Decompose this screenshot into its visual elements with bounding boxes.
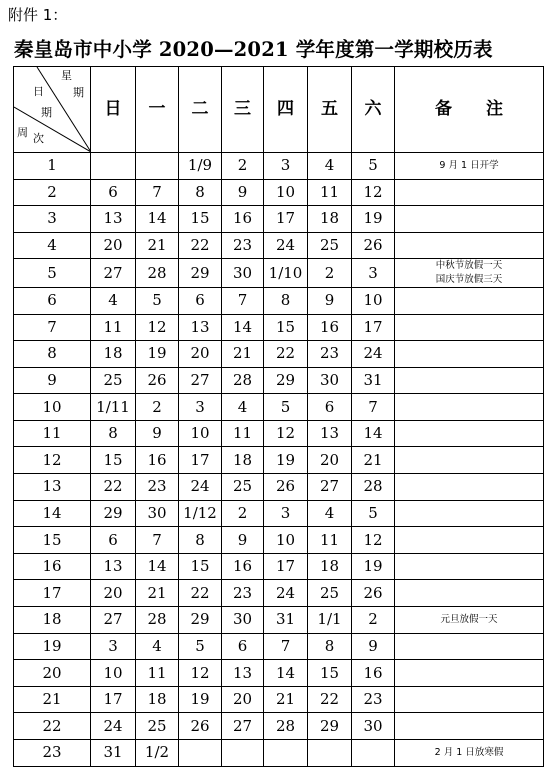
table-row bbox=[14, 232, 544, 259]
school-calendar-table bbox=[13, 66, 544, 767]
date-cell: 7 bbox=[136, 527, 179, 554]
date-cell: 29 bbox=[179, 259, 222, 288]
table-row bbox=[14, 287, 544, 314]
date-cell: 9 bbox=[352, 633, 395, 660]
date-cell: 18 bbox=[222, 447, 264, 474]
date-cell: 22 bbox=[264, 341, 308, 368]
corner-label-zhou: 周 bbox=[17, 126, 28, 139]
note-line: 中秋节放假一天 bbox=[435, 260, 503, 272]
week-number-cell: 14 bbox=[14, 500, 91, 527]
date-cell: 18 bbox=[308, 553, 352, 580]
date-cell: 20 bbox=[179, 341, 222, 368]
corner-diagonals bbox=[14, 67, 91, 152]
week-number-cell: 1 bbox=[14, 153, 91, 180]
date-cell: 12 bbox=[136, 314, 179, 341]
date-cell: 10 bbox=[352, 287, 395, 314]
note-cell bbox=[395, 447, 544, 474]
date-cell: 29 bbox=[179, 607, 222, 634]
date-cell: 11 bbox=[308, 179, 352, 206]
date-cell: 8 bbox=[179, 179, 222, 206]
note-cell bbox=[395, 607, 544, 634]
date-cell: 24 bbox=[179, 474, 222, 501]
date-cell: 3 bbox=[264, 500, 308, 527]
note-line: 2 月 1 日放寒假 bbox=[434, 746, 504, 758]
date-cell: 3 bbox=[179, 394, 222, 421]
table-row bbox=[14, 660, 544, 687]
date-cell: 7 bbox=[222, 287, 264, 314]
corner-label-ri: 日 bbox=[33, 85, 44, 98]
table-row bbox=[14, 500, 544, 527]
table-row bbox=[14, 633, 544, 660]
date-cell: 30 bbox=[222, 607, 264, 634]
date-cell: 25 bbox=[308, 580, 352, 607]
date-cell: 9 bbox=[308, 287, 352, 314]
week-number-cell: 19 bbox=[14, 633, 91, 660]
date-cell: 19 bbox=[352, 553, 395, 580]
week-number-cell: 13 bbox=[14, 474, 91, 501]
date-cell: 3 bbox=[91, 633, 136, 660]
table-row bbox=[14, 713, 544, 740]
date-cell: 1/11 bbox=[91, 394, 136, 421]
date-cell: 2 bbox=[136, 394, 179, 421]
date-cell: 19 bbox=[264, 447, 308, 474]
table-row bbox=[14, 686, 544, 713]
date-cell: 10 bbox=[91, 660, 136, 687]
date-cell: 25 bbox=[91, 367, 136, 394]
header-sat: 六 bbox=[352, 67, 395, 153]
week-number-cell: 9 bbox=[14, 367, 91, 394]
table-row bbox=[14, 420, 544, 447]
date-cell: 18 bbox=[136, 686, 179, 713]
date-cell: 17 bbox=[264, 206, 308, 233]
date-cell: 21 bbox=[136, 232, 179, 259]
date-cell: 21 bbox=[136, 580, 179, 607]
note-cell bbox=[395, 367, 544, 394]
table-row bbox=[14, 153, 544, 180]
date-cell: 6 bbox=[222, 633, 264, 660]
date-cell: 9 bbox=[136, 420, 179, 447]
date-cell: 5 bbox=[352, 153, 395, 180]
date-cell: 4 bbox=[222, 394, 264, 421]
date-cell: 20 bbox=[222, 686, 264, 713]
date-cell: 30 bbox=[308, 367, 352, 394]
date-cell: 27 bbox=[222, 713, 264, 740]
note-cell bbox=[395, 153, 544, 180]
table-row bbox=[14, 341, 544, 368]
note-cell bbox=[395, 314, 544, 341]
date-cell: 11 bbox=[91, 314, 136, 341]
date-cell: 4 bbox=[136, 633, 179, 660]
date-cell: 1/1 bbox=[308, 607, 352, 634]
note-cell bbox=[395, 259, 544, 288]
date-cell: 8 bbox=[264, 287, 308, 314]
date-cell: 29 bbox=[91, 500, 136, 527]
date-cell: 24 bbox=[352, 341, 395, 368]
date-cell bbox=[264, 740, 308, 767]
date-cell: 12 bbox=[264, 420, 308, 447]
date-cell: 9 bbox=[222, 527, 264, 554]
note-cell bbox=[395, 553, 544, 580]
date-cell: 22 bbox=[308, 686, 352, 713]
date-cell: 5 bbox=[352, 500, 395, 527]
date-cell: 22 bbox=[179, 232, 222, 259]
date-cell: 15 bbox=[91, 447, 136, 474]
date-cell: 24 bbox=[91, 713, 136, 740]
date-cell: 20 bbox=[91, 232, 136, 259]
date-cell: 14 bbox=[352, 420, 395, 447]
week-number-cell: 6 bbox=[14, 287, 91, 314]
date-cell bbox=[91, 153, 136, 180]
date-cell: 30 bbox=[136, 500, 179, 527]
week-number-cell: 11 bbox=[14, 420, 91, 447]
date-cell: 18 bbox=[308, 206, 352, 233]
week-number-cell: 21 bbox=[14, 686, 91, 713]
date-cell: 31 bbox=[352, 367, 395, 394]
corner-label-xing: 星 bbox=[61, 69, 72, 82]
note-cell bbox=[395, 633, 544, 660]
date-cell: 24 bbox=[264, 232, 308, 259]
table-row bbox=[14, 394, 544, 421]
date-cell: 15 bbox=[179, 206, 222, 233]
date-cell: 21 bbox=[264, 686, 308, 713]
date-cell: 16 bbox=[352, 660, 395, 687]
date-cell bbox=[136, 153, 179, 180]
date-cell: 14 bbox=[264, 660, 308, 687]
date-cell: 7 bbox=[264, 633, 308, 660]
date-cell: 12 bbox=[352, 527, 395, 554]
date-cell: 31 bbox=[91, 740, 136, 767]
date-cell: 10 bbox=[264, 179, 308, 206]
note-cell bbox=[395, 232, 544, 259]
note-line: 元旦放假一天 bbox=[440, 613, 498, 625]
table-row bbox=[14, 607, 544, 634]
date-cell: 28 bbox=[264, 713, 308, 740]
date-cell: 15 bbox=[179, 553, 222, 580]
date-cell: 2 bbox=[352, 607, 395, 634]
table-row bbox=[14, 474, 544, 501]
date-cell: 26 bbox=[352, 232, 395, 259]
date-cell: 4 bbox=[91, 287, 136, 314]
note-cell bbox=[395, 420, 544, 447]
week-number-cell: 2 bbox=[14, 179, 91, 206]
date-cell: 20 bbox=[308, 447, 352, 474]
date-cell: 3 bbox=[352, 259, 395, 288]
date-cell: 31 bbox=[264, 607, 308, 634]
note-cell bbox=[395, 394, 544, 421]
week-number-cell: 20 bbox=[14, 660, 91, 687]
note-cell bbox=[395, 474, 544, 501]
note-cell bbox=[395, 206, 544, 233]
date-cell: 10 bbox=[179, 420, 222, 447]
header-tue: 二 bbox=[179, 67, 222, 153]
week-number-cell: 4 bbox=[14, 232, 91, 259]
date-cell: 5 bbox=[264, 394, 308, 421]
date-cell: 7 bbox=[136, 179, 179, 206]
date-cell: 29 bbox=[308, 713, 352, 740]
date-cell: 5 bbox=[136, 287, 179, 314]
corner-header-cell bbox=[14, 67, 91, 153]
date-cell: 10 bbox=[264, 527, 308, 554]
table-row bbox=[14, 447, 544, 474]
date-cell: 13 bbox=[308, 420, 352, 447]
date-cell: 14 bbox=[222, 314, 264, 341]
date-cell: 12 bbox=[179, 660, 222, 687]
date-cell: 14 bbox=[136, 553, 179, 580]
date-cell: 28 bbox=[352, 474, 395, 501]
date-cell: 6 bbox=[91, 527, 136, 554]
date-cell: 16 bbox=[222, 553, 264, 580]
date-cell: 8 bbox=[91, 420, 136, 447]
header-sun: 日 bbox=[91, 67, 136, 153]
week-number-cell: 10 bbox=[14, 394, 91, 421]
header-notes: 备 注 bbox=[395, 67, 544, 153]
date-cell: 17 bbox=[264, 553, 308, 580]
date-cell: 16 bbox=[308, 314, 352, 341]
date-cell: 26 bbox=[352, 580, 395, 607]
attachment-label: 附件 1： bbox=[8, 6, 68, 24]
date-cell: 2 bbox=[222, 500, 264, 527]
note-cell bbox=[395, 713, 544, 740]
note-cell bbox=[395, 740, 544, 767]
date-cell: 11 bbox=[136, 660, 179, 687]
note-line: 9 月 1 日开学 bbox=[439, 159, 499, 171]
date-cell: 16 bbox=[222, 206, 264, 233]
header-mon: 一 bbox=[136, 67, 179, 153]
date-cell: 18 bbox=[91, 341, 136, 368]
date-cell: 16 bbox=[136, 447, 179, 474]
header-fri: 五 bbox=[308, 67, 352, 153]
date-cell: 19 bbox=[352, 206, 395, 233]
date-cell: 26 bbox=[264, 474, 308, 501]
corner-label-qi-mid: 期 bbox=[41, 106, 52, 119]
date-cell: 13 bbox=[179, 314, 222, 341]
note-cell bbox=[395, 660, 544, 687]
table-row bbox=[14, 580, 544, 607]
date-cell: 19 bbox=[179, 686, 222, 713]
date-cell: 8 bbox=[179, 527, 222, 554]
date-cell: 1/2 bbox=[136, 740, 179, 767]
week-number-cell: 8 bbox=[14, 341, 91, 368]
note-cell bbox=[395, 527, 544, 554]
date-cell: 19 bbox=[136, 341, 179, 368]
note-cell bbox=[395, 580, 544, 607]
date-cell: 26 bbox=[179, 713, 222, 740]
date-cell: 13 bbox=[91, 553, 136, 580]
date-cell: 27 bbox=[91, 259, 136, 288]
date-cell: 15 bbox=[264, 314, 308, 341]
date-cell: 29 bbox=[264, 367, 308, 394]
date-cell: 1/10 bbox=[264, 259, 308, 288]
week-number-cell: 23 bbox=[14, 740, 91, 767]
header-row bbox=[14, 67, 544, 153]
date-cell: 26 bbox=[136, 367, 179, 394]
date-cell: 25 bbox=[222, 474, 264, 501]
table-row bbox=[14, 206, 544, 233]
week-number-cell: 18 bbox=[14, 607, 91, 634]
date-cell: 25 bbox=[308, 232, 352, 259]
date-cell: 6 bbox=[308, 394, 352, 421]
date-cell bbox=[352, 740, 395, 767]
date-cell bbox=[222, 740, 264, 767]
table-row bbox=[14, 367, 544, 394]
date-cell bbox=[308, 740, 352, 767]
table-row bbox=[14, 314, 544, 341]
date-cell: 21 bbox=[352, 447, 395, 474]
date-cell: 23 bbox=[222, 232, 264, 259]
week-number-cell: 15 bbox=[14, 527, 91, 554]
date-cell: 4 bbox=[308, 500, 352, 527]
table-row bbox=[14, 527, 544, 554]
date-cell: 5 bbox=[179, 633, 222, 660]
date-cell: 7 bbox=[352, 394, 395, 421]
date-cell: 28 bbox=[222, 367, 264, 394]
date-cell: 6 bbox=[179, 287, 222, 314]
date-cell: 30 bbox=[222, 259, 264, 288]
date-cell: 23 bbox=[136, 474, 179, 501]
week-number-cell: 17 bbox=[14, 580, 91, 607]
date-cell: 28 bbox=[136, 607, 179, 634]
note-cell bbox=[395, 341, 544, 368]
date-cell: 2 bbox=[222, 153, 264, 180]
date-cell: 27 bbox=[179, 367, 222, 394]
corner-label-ci: 次 bbox=[33, 132, 44, 145]
note-line: 国庆节放假三天 bbox=[435, 274, 503, 286]
date-cell: 25 bbox=[136, 713, 179, 740]
week-number-cell: 16 bbox=[14, 553, 91, 580]
week-number-cell: 12 bbox=[14, 447, 91, 474]
date-cell: 20 bbox=[91, 580, 136, 607]
page-title: 秦皇岛市中小学 2020—2021 学年度第一学期校历表 bbox=[14, 38, 493, 61]
date-cell: 9 bbox=[222, 179, 264, 206]
table-row bbox=[14, 259, 544, 288]
date-cell: 17 bbox=[91, 686, 136, 713]
date-cell: 11 bbox=[308, 527, 352, 554]
date-cell: 22 bbox=[91, 474, 136, 501]
date-cell: 30 bbox=[352, 713, 395, 740]
table-row bbox=[14, 740, 544, 767]
date-cell: 2 bbox=[308, 259, 352, 288]
note-cell bbox=[395, 500, 544, 527]
date-cell: 21 bbox=[222, 341, 264, 368]
date-cell: 13 bbox=[91, 206, 136, 233]
date-cell: 6 bbox=[91, 179, 136, 206]
date-cell: 23 bbox=[222, 580, 264, 607]
date-cell: 28 bbox=[136, 259, 179, 288]
date-cell: 27 bbox=[91, 607, 136, 634]
date-cell: 22 bbox=[179, 580, 222, 607]
date-cell: 15 bbox=[308, 660, 352, 687]
week-number-cell: 5 bbox=[14, 259, 91, 288]
date-cell: 23 bbox=[352, 686, 395, 713]
date-cell: 3 bbox=[264, 153, 308, 180]
date-cell: 14 bbox=[136, 206, 179, 233]
date-cell: 12 bbox=[352, 179, 395, 206]
note-cell bbox=[395, 179, 544, 206]
header-thu: 四 bbox=[264, 67, 308, 153]
date-cell: 17 bbox=[179, 447, 222, 474]
date-cell bbox=[179, 740, 222, 767]
table-row bbox=[14, 179, 544, 206]
date-cell: 13 bbox=[222, 660, 264, 687]
date-cell: 27 bbox=[308, 474, 352, 501]
week-number-cell: 22 bbox=[14, 713, 91, 740]
date-cell: 24 bbox=[264, 580, 308, 607]
header-wed: 三 bbox=[222, 67, 264, 153]
week-number-cell: 3 bbox=[14, 206, 91, 233]
date-cell: 1/12 bbox=[179, 500, 222, 527]
week-number-cell: 7 bbox=[14, 314, 91, 341]
table-row bbox=[14, 553, 544, 580]
corner-label-qi-top: 期 bbox=[73, 86, 84, 99]
date-cell: 23 bbox=[308, 341, 352, 368]
note-cell bbox=[395, 287, 544, 314]
date-cell: 1/9 bbox=[179, 153, 222, 180]
date-cell: 11 bbox=[222, 420, 264, 447]
note-cell bbox=[395, 686, 544, 713]
date-cell: 17 bbox=[352, 314, 395, 341]
date-cell: 8 bbox=[308, 633, 352, 660]
date-cell: 4 bbox=[308, 153, 352, 180]
